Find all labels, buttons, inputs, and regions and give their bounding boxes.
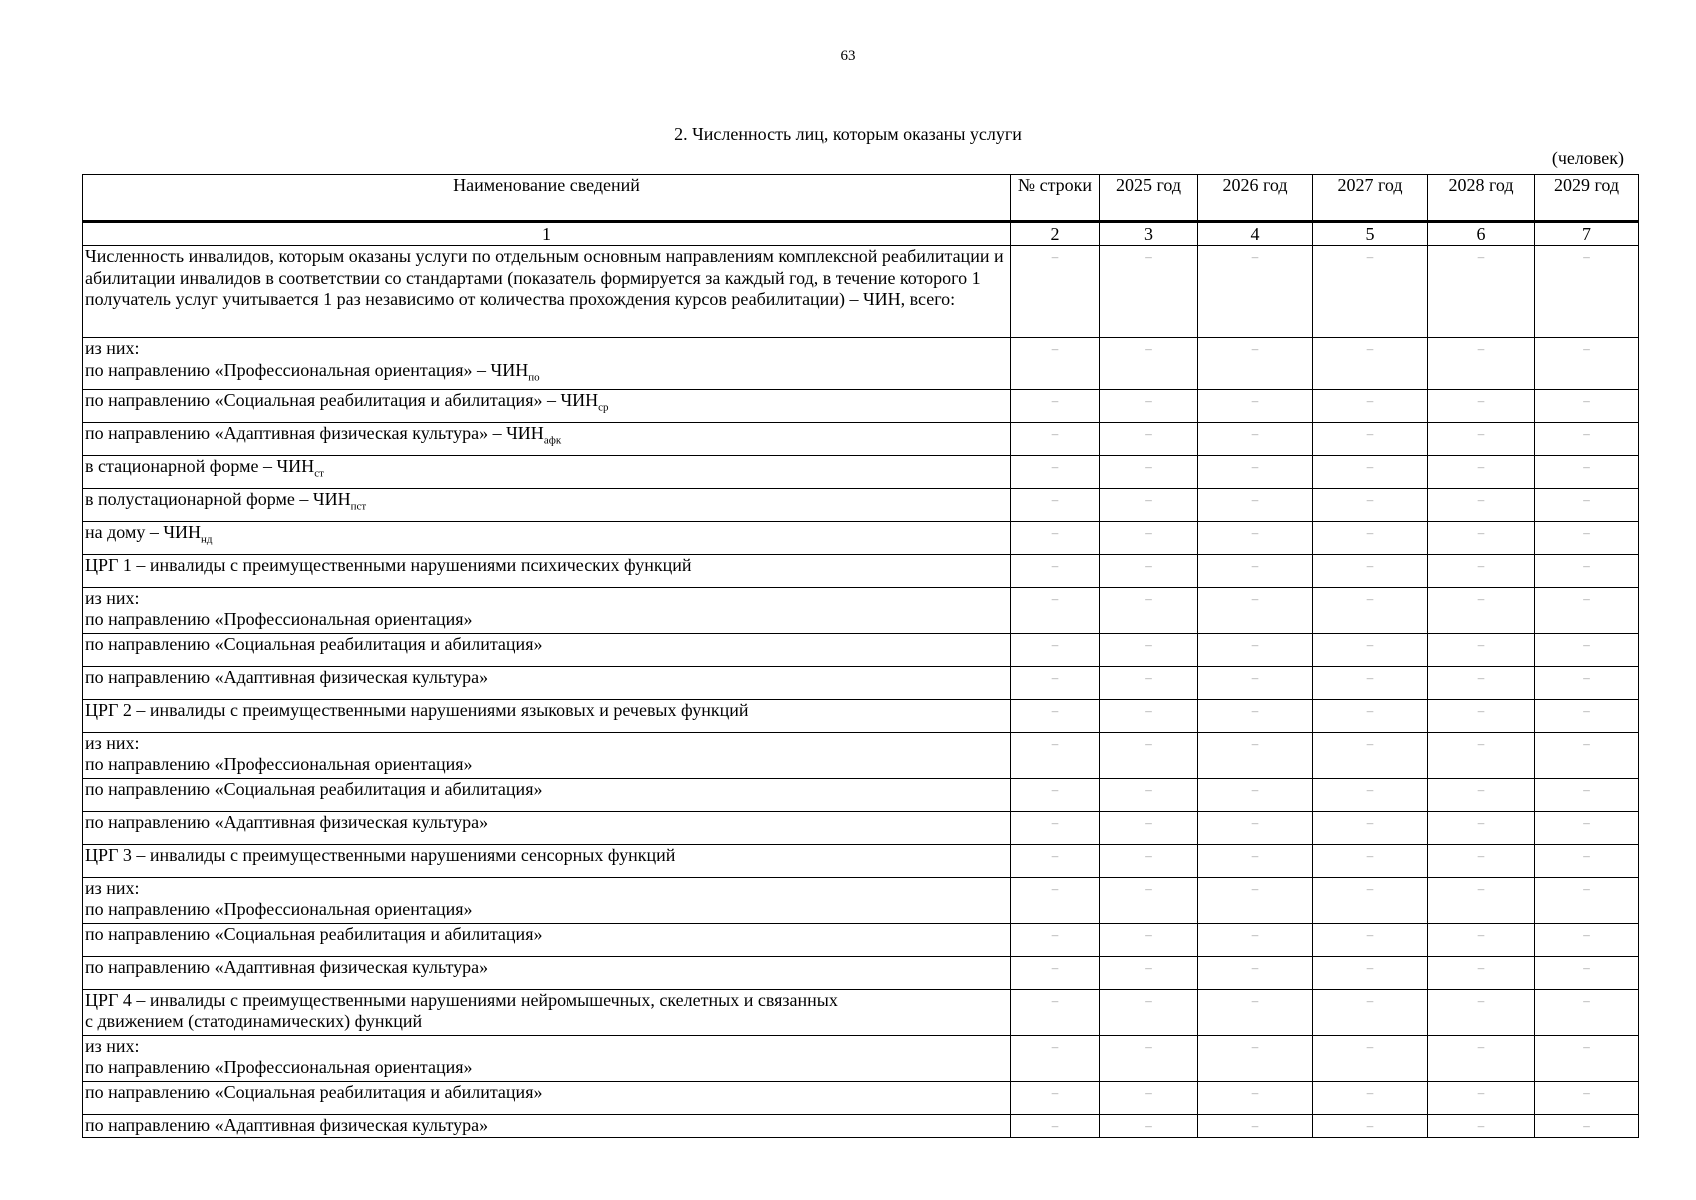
- row-description-line: по направлению «Профессиональная ориентация»: [85, 899, 473, 920]
- row-description-line: Численность инвалидов, которым оказаны услуги по отдельным основным направлениям комплексной реабилитации и абилитации инвалидов в соответствии со стандартами (показатель формируется за каждый год, в течение которого 1 получатель услуг учитывается 1 раз независимо от количества прохождения курсов реабилитации) – ЧИН, всего:: [85, 246, 1004, 309]
- line-number-cell: –: [1011, 389, 1100, 422]
- column-header: 2025 год: [1100, 175, 1198, 222]
- table-title: 2. Численность лиц, которым оказаны услуги: [674, 124, 1022, 144]
- year-value-cell: –: [1313, 1081, 1428, 1114]
- year-value-cell: –: [1535, 1081, 1639, 1114]
- row-description-line: из них:: [85, 587, 140, 608]
- column-number: 7: [1535, 222, 1639, 246]
- row-description: [83, 338, 1011, 390]
- year-value-cell: –: [1535, 956, 1639, 989]
- table-row: [83, 1114, 1639, 1137]
- year-value-cell: –: [1313, 811, 1428, 844]
- row-description: [83, 389, 1011, 422]
- year-value-cell: –: [1198, 1081, 1313, 1114]
- table-row: [83, 811, 1639, 844]
- year-value-cell: –: [1428, 389, 1535, 422]
- row-description-line: по направлению «Профессиональная ориентация»: [85, 1057, 473, 1078]
- column-header: Наименование сведений: [83, 175, 1011, 222]
- year-value-cell: –: [1535, 778, 1639, 811]
- year-value-cell: –: [1198, 699, 1313, 732]
- line-number-cell: –: [1011, 732, 1100, 778]
- year-value-cell: –: [1100, 455, 1198, 488]
- year-value-cell: –: [1313, 455, 1428, 488]
- row-description: [83, 923, 1011, 956]
- year-value-cell: –: [1100, 554, 1198, 587]
- row-description-line: по направлению «Профессиональная ориентация» – ЧИН: [85, 359, 529, 380]
- year-value-cell: –: [1100, 1081, 1198, 1114]
- year-value-cell: –: [1535, 455, 1639, 488]
- year-value-cell: –: [1313, 1035, 1428, 1081]
- year-value-cell: –: [1313, 338, 1428, 390]
- year-value-cell: –: [1198, 732, 1313, 778]
- column-number: 2: [1011, 222, 1100, 246]
- year-value-cell: –: [1313, 923, 1428, 956]
- indicator-subscript: пст: [350, 500, 367, 513]
- row-description-line: по направлению «Профессиональная ориентация»: [85, 754, 473, 775]
- year-value-cell: –: [1428, 488, 1535, 521]
- indicator-subscript: афк: [543, 434, 562, 447]
- year-value-cell: –: [1100, 389, 1198, 422]
- year-value-cell: –: [1313, 1114, 1428, 1137]
- year-value-cell: –: [1428, 422, 1535, 455]
- row-description: [83, 633, 1011, 666]
- year-value-cell: –: [1428, 699, 1535, 732]
- row-description: [83, 844, 1011, 877]
- table-row: [83, 1081, 1639, 1114]
- unit-label: (человек): [1551, 148, 1624, 168]
- year-value-cell: –: [1313, 488, 1428, 521]
- year-value-cell: –: [1535, 811, 1639, 844]
- row-description-line: по направлению «Адаптивная физическая культура»: [85, 811, 489, 832]
- row-description-line: по направлению «Адаптивная физическая культура» – ЧИН: [85, 422, 544, 443]
- line-number-cell: –: [1011, 699, 1100, 732]
- year-value-cell: –: [1428, 1035, 1535, 1081]
- year-value-cell: –: [1313, 877, 1428, 923]
- row-description-line: по направлению «Адаптивная физическая культура»: [85, 666, 489, 687]
- indicator-subscript: ср: [598, 401, 609, 414]
- year-value-cell: –: [1535, 521, 1639, 554]
- year-value-cell: –: [1535, 389, 1639, 422]
- year-value-cell: –: [1100, 778, 1198, 811]
- indicator-subscript: нд: [201, 533, 213, 546]
- table-row: [83, 488, 1639, 521]
- year-value-cell: –: [1100, 732, 1198, 778]
- line-number-cell: –: [1011, 455, 1100, 488]
- year-value-cell: –: [1198, 989, 1313, 1035]
- year-value-cell: –: [1428, 666, 1535, 699]
- year-value-cell: –: [1198, 778, 1313, 811]
- table-row: [83, 699, 1639, 732]
- year-value-cell: –: [1428, 1114, 1535, 1137]
- line-number-cell: –: [1011, 811, 1100, 844]
- year-value-cell: –: [1100, 488, 1198, 521]
- year-value-cell: –: [1535, 666, 1639, 699]
- year-value-cell: –: [1198, 877, 1313, 923]
- year-value-cell: –: [1313, 521, 1428, 554]
- table-row: [83, 732, 1639, 778]
- year-value-cell: –: [1198, 956, 1313, 989]
- table-row: [83, 989, 1639, 1035]
- year-value-cell: –: [1313, 554, 1428, 587]
- year-value-cell: –: [1198, 666, 1313, 699]
- row-description: [83, 778, 1011, 811]
- row-description-line: из них:: [85, 1035, 140, 1056]
- table-row: [83, 1035, 1639, 1081]
- table-row: [83, 389, 1639, 422]
- year-value-cell: –: [1428, 587, 1535, 633]
- year-value-cell: –: [1100, 956, 1198, 989]
- header-row: [83, 175, 1639, 222]
- table-row: [83, 338, 1639, 390]
- column-header: 2027 год: [1313, 175, 1428, 222]
- year-value-cell: –: [1428, 455, 1535, 488]
- services-table: [82, 174, 1639, 1138]
- year-value-cell: –: [1535, 923, 1639, 956]
- year-value-cell: –: [1313, 633, 1428, 666]
- year-value-cell: –: [1428, 778, 1535, 811]
- row-description-line: из них:: [85, 877, 140, 898]
- column-number: 3: [1100, 222, 1198, 246]
- year-value-cell: –: [1428, 338, 1535, 390]
- row-description: [83, 587, 1011, 633]
- line-number-cell: –: [1011, 521, 1100, 554]
- column-number: 1: [83, 222, 1011, 246]
- line-number-cell: –: [1011, 844, 1100, 877]
- line-number-cell: –: [1011, 488, 1100, 521]
- year-value-cell: –: [1198, 389, 1313, 422]
- table-row: [83, 778, 1639, 811]
- table-row: [83, 877, 1639, 923]
- table-row: [83, 455, 1639, 488]
- year-value-cell: –: [1198, 587, 1313, 633]
- line-number-cell: –: [1011, 246, 1100, 338]
- table-row: [83, 554, 1639, 587]
- year-value-cell: –: [1535, 699, 1639, 732]
- row-description: [83, 1035, 1011, 1081]
- year-value-cell: –: [1535, 877, 1639, 923]
- year-value-cell: –: [1535, 1035, 1639, 1081]
- line-number-cell: –: [1011, 1114, 1100, 1137]
- year-value-cell: –: [1100, 1114, 1198, 1137]
- line-number-cell: –: [1011, 989, 1100, 1035]
- year-value-cell: –: [1428, 554, 1535, 587]
- year-value-cell: –: [1428, 732, 1535, 778]
- year-value-cell: –: [1100, 422, 1198, 455]
- table-row: [83, 246, 1639, 338]
- row-description-line: по направлению «Социальная реабилитация и абилитация»: [85, 633, 543, 654]
- row-description-line: в полустационарной форме – ЧИН: [85, 488, 351, 509]
- year-value-cell: –: [1100, 877, 1198, 923]
- table-row: [83, 666, 1639, 699]
- row-description: [83, 811, 1011, 844]
- row-description: [83, 422, 1011, 455]
- year-value-cell: –: [1100, 587, 1198, 633]
- year-value-cell: –: [1313, 422, 1428, 455]
- row-description-line: ЦРГ 3 – инвалиды с преимущественными нарушениями сенсорных функций: [85, 844, 676, 865]
- year-value-cell: –: [1100, 338, 1198, 390]
- column-number: 4: [1198, 222, 1313, 246]
- row-description: [83, 554, 1011, 587]
- year-value-cell: –: [1535, 633, 1639, 666]
- column-number: 6: [1428, 222, 1535, 246]
- line-number-cell: –: [1011, 956, 1100, 989]
- indicator-subscript: ст: [314, 467, 324, 480]
- year-value-cell: –: [1198, 338, 1313, 390]
- year-value-cell: –: [1313, 956, 1428, 989]
- row-description: [83, 989, 1011, 1035]
- year-value-cell: –: [1198, 422, 1313, 455]
- table-row: [83, 956, 1639, 989]
- year-value-cell: –: [1535, 488, 1639, 521]
- page-number: 63: [840, 48, 856, 64]
- year-value-cell: –: [1313, 778, 1428, 811]
- indicator-subscript: по: [528, 371, 540, 384]
- row-description-line: в стационарной форме – ЧИН: [85, 455, 315, 476]
- year-value-cell: –: [1100, 633, 1198, 666]
- year-value-cell: –: [1313, 666, 1428, 699]
- year-value-cell: –: [1428, 956, 1535, 989]
- column-number: 5: [1313, 222, 1428, 246]
- year-value-cell: –: [1100, 989, 1198, 1035]
- year-value-cell: –: [1428, 877, 1535, 923]
- year-value-cell: –: [1198, 521, 1313, 554]
- year-value-cell: –: [1100, 699, 1198, 732]
- row-description: [83, 246, 1011, 338]
- column-header: № строки: [1011, 175, 1100, 222]
- row-description: [83, 455, 1011, 488]
- year-value-cell: –: [1535, 587, 1639, 633]
- row-description: [83, 956, 1011, 989]
- line-number-cell: –: [1011, 422, 1100, 455]
- year-value-cell: –: [1198, 554, 1313, 587]
- year-value-cell: –: [1535, 732, 1639, 778]
- line-number-cell: –: [1011, 1035, 1100, 1081]
- table-row: [83, 633, 1639, 666]
- year-value-cell: –: [1313, 699, 1428, 732]
- row-description-line: по направлению «Социальная реабилитация и абилитация»: [85, 923, 543, 944]
- row-description-line: из них:: [85, 338, 140, 358]
- table-row: [83, 521, 1639, 554]
- year-value-cell: –: [1428, 246, 1535, 338]
- year-value-cell: –: [1313, 587, 1428, 633]
- year-value-cell: –: [1100, 844, 1198, 877]
- row-description-line: по направлению «Адаптивная физическая культура»: [85, 956, 489, 977]
- line-number-cell: –: [1011, 633, 1100, 666]
- year-value-cell: –: [1428, 1081, 1535, 1114]
- year-value-cell: –: [1535, 422, 1639, 455]
- year-value-cell: –: [1313, 246, 1428, 338]
- year-value-cell: –: [1198, 811, 1313, 844]
- year-value-cell: –: [1198, 1114, 1313, 1137]
- year-value-cell: –: [1428, 844, 1535, 877]
- row-description-line: с движением (статодинамических) функций: [85, 1011, 423, 1032]
- year-value-cell: –: [1535, 844, 1639, 877]
- line-number-cell: –: [1011, 778, 1100, 811]
- row-description: [83, 488, 1011, 521]
- line-number-cell: –: [1011, 338, 1100, 390]
- year-value-cell: –: [1535, 246, 1639, 338]
- column-header: 2026 год: [1198, 175, 1313, 222]
- year-value-cell: –: [1100, 521, 1198, 554]
- table-row: [83, 923, 1639, 956]
- year-value-cell: –: [1100, 246, 1198, 338]
- table-row: [83, 844, 1639, 877]
- row-description: [83, 1081, 1011, 1114]
- year-value-cell: –: [1100, 811, 1198, 844]
- row-description-line: ЦРГ 4 – инвалиды с преимущественными нарушениями нейромышечных, скелетных и связанных: [85, 989, 838, 1010]
- row-description-line: по направлению «Профессиональная ориентация»: [85, 609, 473, 630]
- row-description: [83, 699, 1011, 732]
- year-value-cell: –: [1313, 389, 1428, 422]
- line-number-cell: –: [1011, 554, 1100, 587]
- table-body: [83, 246, 1639, 1138]
- row-description: [83, 666, 1011, 699]
- line-number-cell: –: [1011, 666, 1100, 699]
- line-number-cell: –: [1011, 587, 1100, 633]
- row-description: [83, 732, 1011, 778]
- year-value-cell: –: [1198, 923, 1313, 956]
- line-number-cell: –: [1011, 923, 1100, 956]
- year-value-cell: –: [1428, 989, 1535, 1035]
- row-description-line: ЦРГ 1 – инвалиды с преимущественными нарушениями психических функций: [85, 554, 692, 575]
- table-row: [83, 422, 1639, 455]
- row-description-line: ЦРГ 2 – инвалиды с преимущественными нарушениями языковых и речевых функций: [85, 699, 749, 720]
- year-value-cell: –: [1428, 633, 1535, 666]
- row-description: [83, 877, 1011, 923]
- year-value-cell: –: [1100, 1035, 1198, 1081]
- year-value-cell: –: [1198, 633, 1313, 666]
- year-value-cell: –: [1313, 844, 1428, 877]
- year-value-cell: –: [1198, 1035, 1313, 1081]
- year-value-cell: –: [1535, 1114, 1639, 1137]
- year-value-cell: –: [1428, 811, 1535, 844]
- year-value-cell: –: [1198, 488, 1313, 521]
- row-description-line: по направлению «Адаптивная физическая культура»: [85, 1114, 489, 1135]
- column-numbers-row: [83, 222, 1639, 246]
- column-header: 2029 год: [1535, 175, 1639, 222]
- row-description: [83, 521, 1011, 554]
- row-description-line: по направлению «Социальная реабилитация и абилитация» – ЧИН: [85, 389, 599, 410]
- row-description-line: из них:: [85, 732, 140, 753]
- column-header: 2028 год: [1428, 175, 1535, 222]
- table-row: [83, 587, 1639, 633]
- year-value-cell: –: [1535, 554, 1639, 587]
- year-value-cell: –: [1535, 338, 1639, 390]
- year-value-cell: –: [1535, 989, 1639, 1035]
- row-description: [83, 1114, 1011, 1137]
- year-value-cell: –: [1313, 732, 1428, 778]
- year-value-cell: –: [1428, 923, 1535, 956]
- year-value-cell: –: [1198, 844, 1313, 877]
- year-value-cell: –: [1313, 989, 1428, 1035]
- year-value-cell: –: [1428, 521, 1535, 554]
- row-description-line: на дому – ЧИН: [85, 521, 202, 542]
- year-value-cell: –: [1100, 923, 1198, 956]
- year-value-cell: –: [1100, 666, 1198, 699]
- year-value-cell: –: [1198, 455, 1313, 488]
- line-number-cell: –: [1011, 877, 1100, 923]
- year-value-cell: –: [1198, 246, 1313, 338]
- row-description-line: по направлению «Социальная реабилитация и абилитация»: [85, 778, 543, 799]
- line-number-cell: –: [1011, 1081, 1100, 1114]
- row-description-line: по направлению «Социальная реабилитация и абилитация»: [85, 1081, 543, 1102]
